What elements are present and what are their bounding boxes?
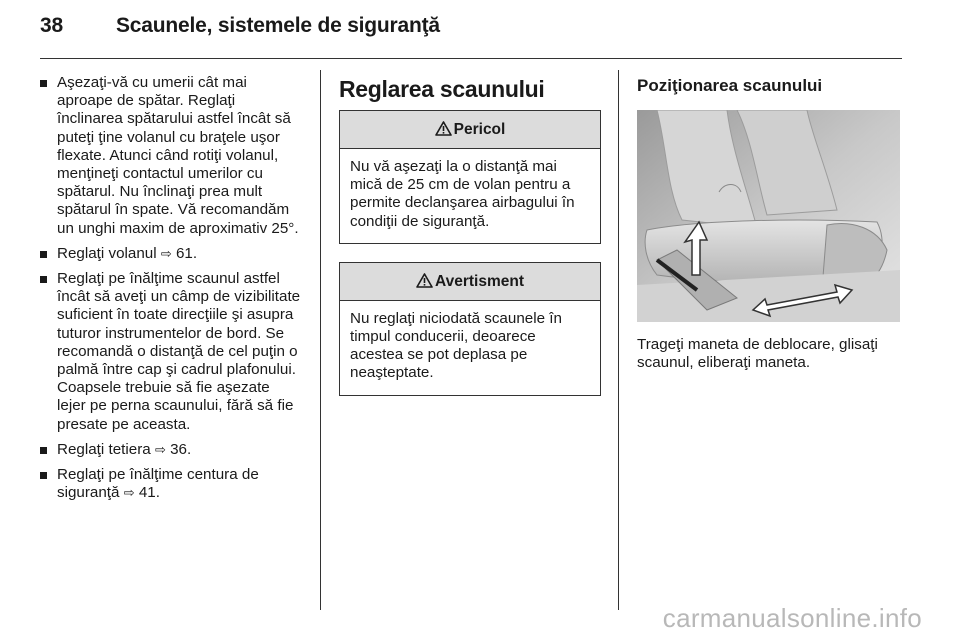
page-title: Scaunele, sistemele de siguranţă bbox=[116, 14, 440, 37]
image-caption: Trageţi maneta de deblocare, glisaţi scaunul, eliberaţi maneta. bbox=[637, 336, 878, 372]
page-ref[interactable]: 61. bbox=[171, 244, 198, 262]
page-ref-arrow-icon[interactable]: ⇨ bbox=[123, 485, 135, 501]
list-item: Reglaţi pe înălţime scaunul astfel încât să aveţi un câmp de vizibilitate suficient în toate direcţiile şi asupra tuturor instrumentelor de bord. Se recomandă o distanţă de cel puţin o palmă între cap şi cadrul plafonului. Coapsele trebuie să fie aşezate lejer pe perna scaunului, fără să fie presate pe aceasta. bbox=[40, 270, 302, 434]
section-heading: Reglarea scaunului bbox=[339, 76, 545, 102]
danger-box bbox=[339, 110, 601, 244]
danger-header bbox=[340, 111, 600, 149]
warning-header bbox=[340, 263, 600, 301]
list-item: Aşezaţi-vă cu umerii cât mai aproape de spătar. Reglaţi înclinarea spătarului astfel încât să puteţi ţine volanul cu braţele uşor flexate. Atunci când rotiţi volanul, menţineţi contactul umerilor cu spătarul. Nu înclinaţi prea mult spătarul în spate. Vă recomandăm un unghi maxim de aproximativ 25°. bbox=[40, 74, 302, 238]
danger-body: Nu vă aşezaţi la o distanţă mai mică de 25 cm de volan pentru a permite declanşarea airbagului în condiţii de siguranţă. bbox=[350, 158, 575, 230]
left-column bbox=[40, 74, 302, 509]
warning-box bbox=[339, 262, 601, 396]
page-number: 38 bbox=[40, 14, 63, 37]
list-item: Reglaţi pe înălţime centura de siguranţă ⇨ 41. bbox=[40, 466, 302, 502]
list-item: Reglaţi tetiera ⇨ 36. bbox=[40, 441, 302, 459]
column-divider-2 bbox=[618, 70, 619, 610]
watermark[interactable]: carmanualsonline.info bbox=[662, 603, 922, 633]
triangle-exclamation-icon bbox=[416, 265, 433, 302]
header-divider bbox=[40, 58, 902, 59]
column-divider-1 bbox=[320, 70, 321, 610]
section-heading: Poziţionarea scaunului bbox=[637, 76, 823, 95]
page-ref[interactable]: 41. bbox=[134, 484, 160, 502]
bullet-list bbox=[40, 74, 302, 502]
page-ref[interactable]: 36. bbox=[165, 440, 192, 458]
seat-adjustment-illustration bbox=[637, 110, 900, 322]
triangle-exclamation-icon bbox=[435, 113, 452, 150]
right-column bbox=[637, 74, 903, 372]
middle-column bbox=[339, 74, 601, 414]
page-ref-arrow-icon[interactable]: ⇨ bbox=[160, 245, 172, 261]
danger-title: Pericol bbox=[453, 121, 506, 138]
warning-title: Avertisment bbox=[434, 272, 524, 290]
warning-body: Nu reglaţi niciodată scaunele în timpul conducerii, deoarece acestea se pot deplasa pe neaşteptate. bbox=[350, 309, 562, 382]
list-item: Reglaţi volanul ⇨ 61. bbox=[40, 245, 302, 263]
page-ref-arrow-icon[interactable]: ⇨ bbox=[154, 441, 166, 457]
